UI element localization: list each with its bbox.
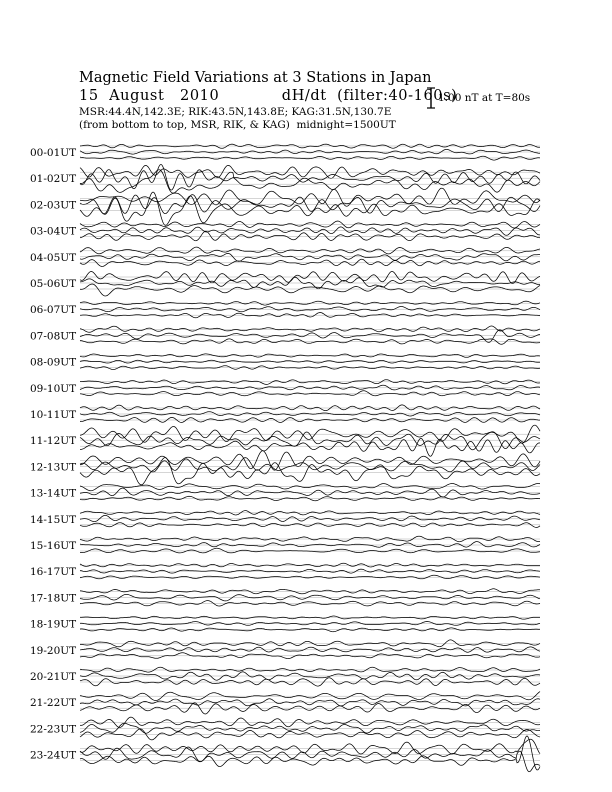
row-label: 15-16UT	[30, 540, 77, 552]
row-label: 03-04UT	[30, 225, 77, 238]
row-label: 09-10UT	[30, 382, 77, 395]
trace-msr	[80, 548, 540, 553]
trace-msr	[80, 391, 540, 396]
row-label: 06-07UT	[30, 304, 77, 317]
row-label: 05-06UT	[30, 278, 77, 290]
trace-kag	[80, 165, 540, 178]
row-label: 07-08UT	[30, 330, 77, 343]
row-22-23UT	[30, 717, 540, 740]
row-label: 23-24UT	[30, 749, 77, 762]
row-15-16UT	[30, 536, 540, 553]
trace-msr	[80, 156, 540, 160]
trace-kag	[80, 484, 540, 491]
trace-rik	[80, 515, 540, 521]
row-06-07UT	[30, 301, 540, 318]
row-label: 04-05UT	[30, 251, 77, 264]
trace-msr	[80, 231, 540, 240]
trace-rik	[80, 385, 540, 390]
station-coordinates: MSR:44.4N,142.3E; RIK:43.5N,143.8E; KAG:31.5N,130.7E	[79, 106, 392, 118]
trace-kag	[80, 271, 540, 283]
trace-msr	[80, 751, 540, 772]
row-label: 22-23UT	[30, 723, 77, 736]
row-09-10UT	[30, 380, 540, 396]
trace-kag	[80, 405, 540, 411]
row-label: 20-21UT	[30, 671, 77, 683]
row-label: 21-22UT	[30, 697, 77, 710]
row-label: 10-11UT	[30, 409, 77, 421]
trace-rik	[80, 195, 540, 214]
row-05-06UT	[30, 271, 540, 296]
trace-kag	[80, 667, 540, 672]
row-23-24UT	[30, 736, 540, 772]
trace-rik	[80, 149, 540, 154]
trace-msr	[80, 523, 540, 528]
trace-rik	[80, 736, 540, 770]
trace-msr	[80, 575, 540, 579]
row-label: 13-14UT	[30, 487, 77, 500]
row-00-01UT	[30, 144, 540, 160]
trace-msr	[80, 438, 540, 456]
row-18-19UT	[30, 616, 540, 632]
trace-kag	[80, 640, 540, 647]
row-20-21UT	[30, 667, 540, 686]
row-14-15UT	[30, 511, 540, 528]
trace-kag	[80, 380, 540, 385]
trace-msr	[80, 628, 540, 632]
trace-rik	[80, 330, 540, 343]
row-label: 17-18UT	[30, 592, 77, 605]
row-label: 12-13UT	[30, 461, 77, 474]
row-12-13UT	[30, 451, 540, 485]
trace-kag	[80, 144, 540, 148]
trace-msr	[80, 284, 540, 296]
row-13-14UT	[30, 484, 540, 501]
row-label: 11-12UT	[30, 435, 77, 448]
row-08-09UT	[30, 354, 540, 370]
row-label: 01-02UT	[30, 173, 77, 186]
chart-title: Magnetic Field Variations at 3 Stations in Japan	[79, 70, 432, 86]
row-label: 18-19UT	[30, 618, 77, 631]
row-19-20UT	[30, 640, 540, 659]
trace-rik	[80, 647, 540, 652]
trace-rik	[80, 622, 540, 626]
trace-kag	[80, 188, 540, 206]
stacking-note: (from bottom to top, MSR, RIK, & KAG) midnight=1500UT	[79, 119, 396, 131]
row-16-17UT	[30, 563, 540, 579]
row-label: 00-01UT	[30, 147, 77, 159]
trace-rik	[80, 432, 540, 450]
row-11-12UT	[30, 425, 540, 456]
scale-bar-label: 1.00 nT at T=80s	[438, 92, 531, 104]
trace-kag	[80, 247, 540, 254]
trace-rik	[80, 542, 540, 548]
row-17-18UT	[30, 589, 540, 606]
trace-msr	[80, 192, 540, 225]
trace-kag	[80, 692, 540, 701]
row-01-02UT	[30, 164, 540, 193]
row-21-22UT	[30, 692, 540, 715]
row-label: 08-09UT	[30, 356, 77, 369]
row-label: 02-03UT	[30, 199, 77, 212]
row-label: 19-20UT	[30, 644, 77, 657]
trace-msr	[80, 339, 540, 344]
trace-kag	[80, 326, 540, 332]
date-filter-line: 15 August 2010 dH/dt (filter:40-160s)	[79, 88, 458, 104]
row-10-11UT	[30, 405, 540, 423]
trace-rik	[80, 227, 540, 235]
trace-rik	[80, 253, 540, 261]
row-02-03UT	[30, 188, 540, 225]
row-07-08UT	[30, 326, 540, 344]
row-label: 14-15UT	[30, 513, 77, 526]
row-04-05UT	[30, 247, 540, 266]
row-03-04UT	[30, 221, 540, 241]
trace-rik	[80, 458, 540, 472]
row-label: 16-17UT	[30, 566, 77, 579]
trace-rik	[80, 594, 540, 601]
